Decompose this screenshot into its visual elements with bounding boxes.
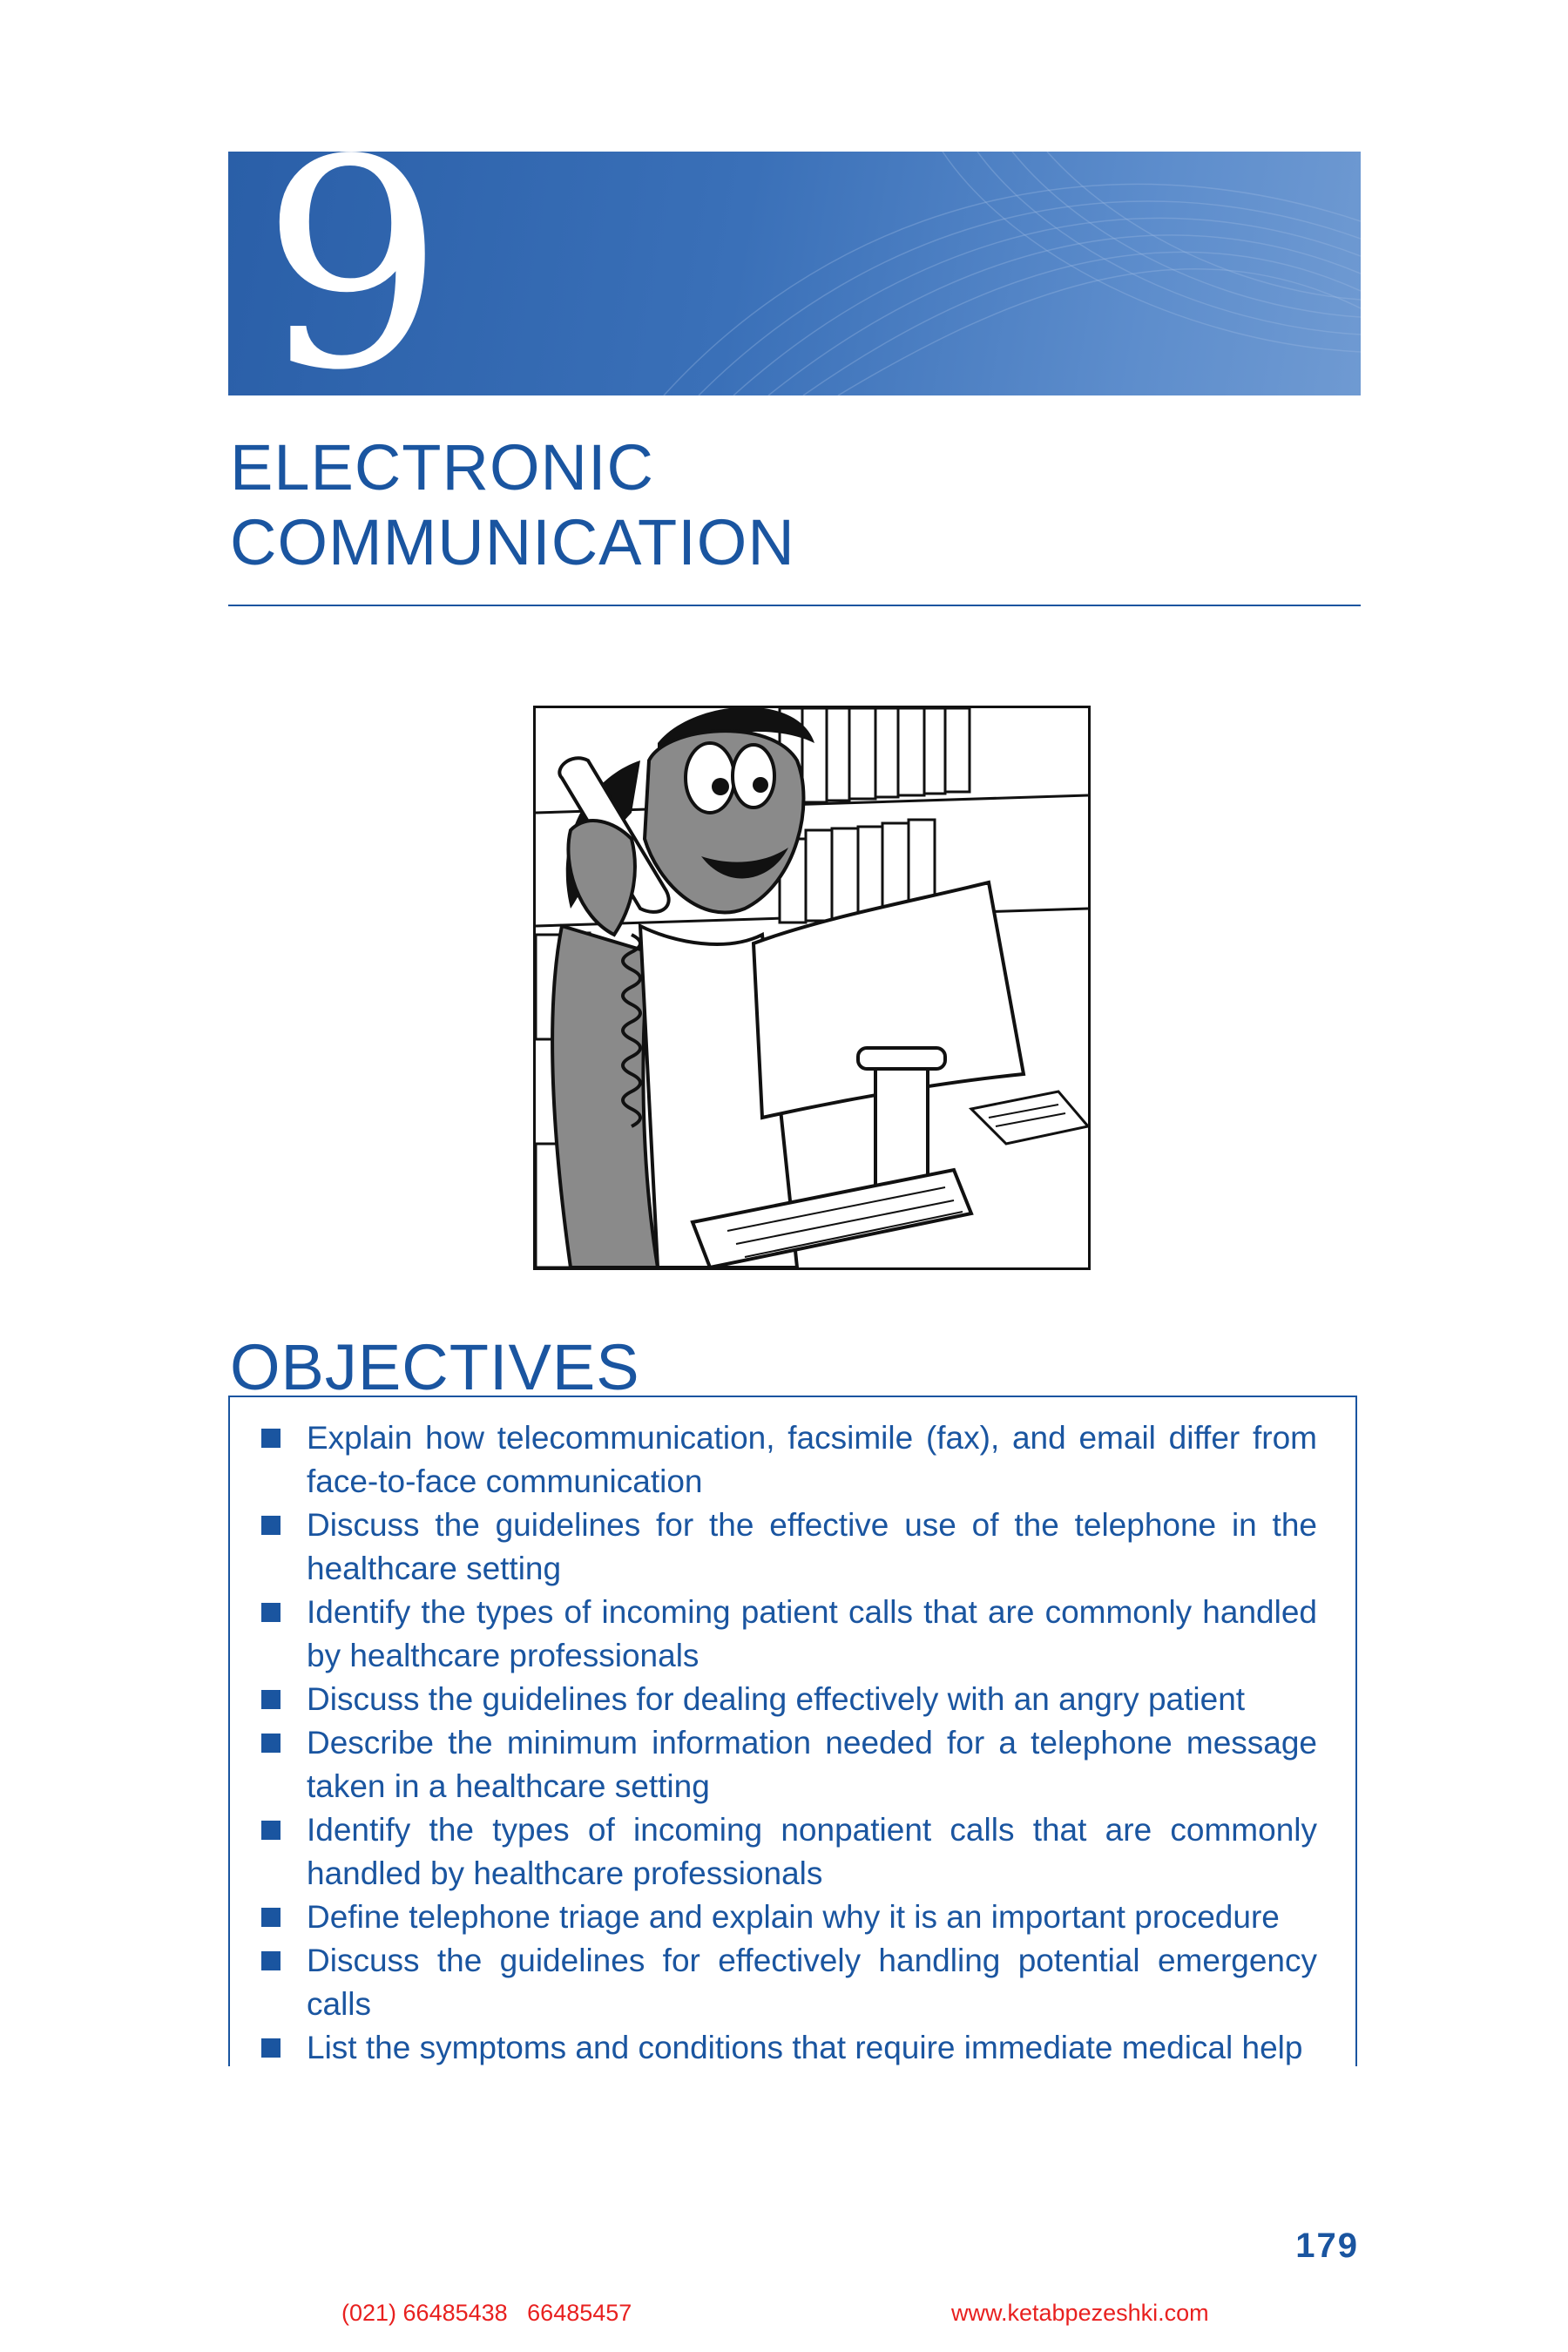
footer-url-link[interactable]: www.ketabpezeshki.com [951,2300,1209,2326]
objective-text: Identify the types of incoming patient calls that are commonly handled by healthcare professionals [307,1594,1317,1673]
chapter-title-line2: COMMUNICATION [230,506,795,578]
woman-on-telephone-illustration [533,706,1091,1270]
list-item [261,1808,1317,1896]
objectives-heading: OBJECTIVES [230,1331,640,1403]
square-bullet-icon [261,1908,280,1927]
square-bullet-icon [261,1821,280,1840]
footer-phone: (021) 66485438 66485457 [341,2300,632,2326]
title-divider [228,605,1361,606]
square-bullet-icon [261,1603,280,1622]
page-number: 179 [1295,2227,1359,2265]
list-item [261,1896,1317,1939]
list-item [261,1939,1317,2026]
objective-text: Describe the minimum information needed for a telephone message taken in a healthcare setting [307,1725,1317,1804]
square-bullet-icon [261,1690,280,1709]
square-bullet-icon [261,1734,280,1753]
square-bullet-icon [261,1951,280,1970]
list-item [261,1591,1317,1678]
chapter-number: 9 [261,98,437,433]
list-item [261,2026,1317,2070]
chapter-title-line1: ELECTRONIC [230,431,654,504]
objective-text: Explain how telecommunication, facsimile (fax), and email differ from face-to-face communication [307,1420,1317,1499]
objective-text: Discuss the guidelines for the effective use of the telephone in the healthcare setting [307,1507,1317,1586]
list-item [261,1678,1317,1721]
objective-text: Discuss the guidelines for dealing effectively with an angry patient [307,1681,1246,1717]
objectives-list [261,1416,1317,2070]
chapter-title [230,430,1362,580]
square-bullet-icon [261,1516,280,1535]
objective-text: Discuss the guidelines for effectively handling potential emergency calls [307,1943,1317,2022]
objective-text: Define telephone triage and explain why it is an important procedure [307,1899,1280,1935]
list-item [261,1721,1317,1808]
square-bullet-icon [261,2038,280,2058]
list-item [261,1504,1317,1591]
square-bullet-icon [261,1429,280,1448]
objective-text: List the symptoms and conditions that require immediate medical help [307,2030,1303,2065]
objective-text: Identify the types of incoming nonpatient calls that are commonly handled by healthcare professionals [307,1812,1317,1891]
list-item [261,1416,1317,1504]
